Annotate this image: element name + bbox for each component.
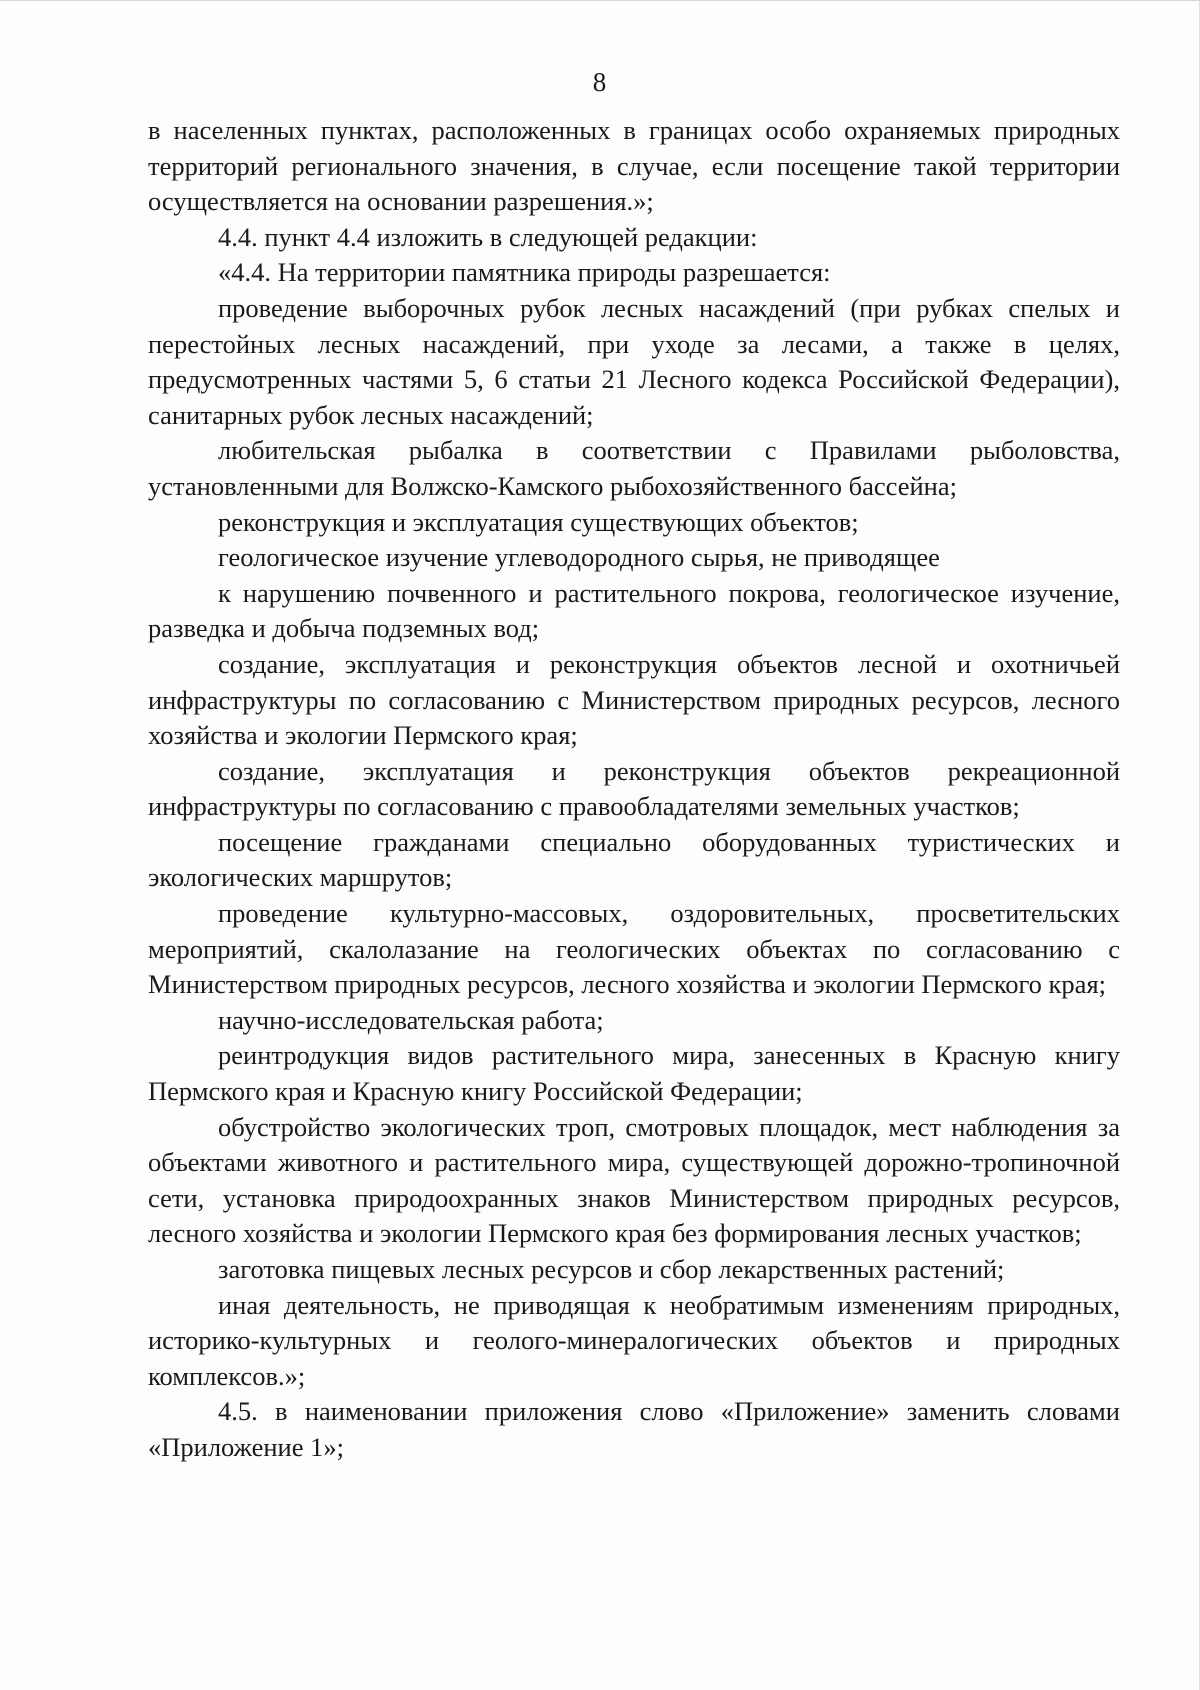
document-body xyxy=(148,113,1120,1466)
paragraph-cultural-events: проведение культурно-массовых, оздоровительных, просветительских мероприятий, скалолазание на геологических объектах по согласованию с Министерством природных ресурсов, лесного хозяйства и экологии Пермского края; xyxy=(148,898,1120,1000)
paragraph-continuation: в населенных пунктах, расположенных в границах особо охраняемых природных территорий регионального значения, в случае, если посещение такой территории осуществляется на основании разрешения.»; xyxy=(148,115,1120,217)
paragraph-recreation-infrastructure: создание, эксплуатация и реконструкция объектов рекреационной инфраструктуры по согласованию с правообладателями земельных участков; xyxy=(148,755,1120,822)
paragraph-selective-logging: проведение выборочных рубок лесных насаждений (при рубках спелых и перестойных лесных насаждений, при уходе за лесами, а также в целях, предусмотренных частями 5, 6 статьи 21 Лесного кодекса Российской Федерации), санитарных рубок лесных насаждений; xyxy=(148,292,1120,430)
paragraph-other-activity: иная деятельность, не приводящая к необратимым изменениям природных, историко-культурных и геолого-минералогических объектов и природных комплексов.»; xyxy=(148,1289,1120,1391)
paragraph-forest-infrastructure: создание, эксплуатация и реконструкция объектов лесной и охотничьей инфраструктуры по согласованию с Министерством природных ресурсов, лесного хозяйства и экологии Пермского края; xyxy=(148,648,1120,751)
paragraph-new-wording-heading: «4.4. На территории памятника природы разрешается: xyxy=(218,257,831,288)
paragraph-ecological-trails: обустройство экологических троп, смотровых площадок, мест наблюдения за объектами животного и растительного мира, существующей дорожно-тропиночной сети, установка природоохранных знаков Министерством природных ресурсов, лесного хозяйства и экологии Пермского края без формирования лесных участков; xyxy=(148,1111,1120,1249)
paragraph-tourist-routes: посещение гражданами специально оборудованных туристических и экологических маршрутов; xyxy=(148,826,1120,893)
paragraph-item-4-4: 4.4. пункт 4.4 изложить в следующей редакции: xyxy=(218,221,758,252)
paragraph-research-work: научно-исследовательская работа; xyxy=(218,1004,604,1035)
paragraph-geological-study: геологическое изучение углеводородного сырья, не приводящее xyxy=(218,542,940,573)
paragraph-reconstruction: реконструкция и эксплуатация существующих объектов; xyxy=(218,506,859,537)
paragraph-food-resources: заготовка пищевых лесных ресурсов и сбор лекарственных растений; xyxy=(218,1254,1005,1284)
paragraph-soil-cover: к нарушению почвенного и растительного покрова, геологическое изучение, разведка и добыча подземных вод; xyxy=(148,577,1120,644)
paragraph-item-4-5: 4.5. в наименовании приложения слово «Приложение» заменить словами «Приложение 1»; xyxy=(148,1396,1120,1462)
paragraph-reintroduction: реинтродукция видов растительного мира, занесенных в Красную книгу Пермского края и Красную книгу Российской Федерации; xyxy=(148,1040,1120,1107)
page-number: 8 xyxy=(592,67,607,97)
paragraph-amateur-fishing: любительская рыбалка в соответствии с Правилами рыболовства, установленными для Волжско-Камского рыбохозяйственного бассейна; xyxy=(148,435,1120,501)
